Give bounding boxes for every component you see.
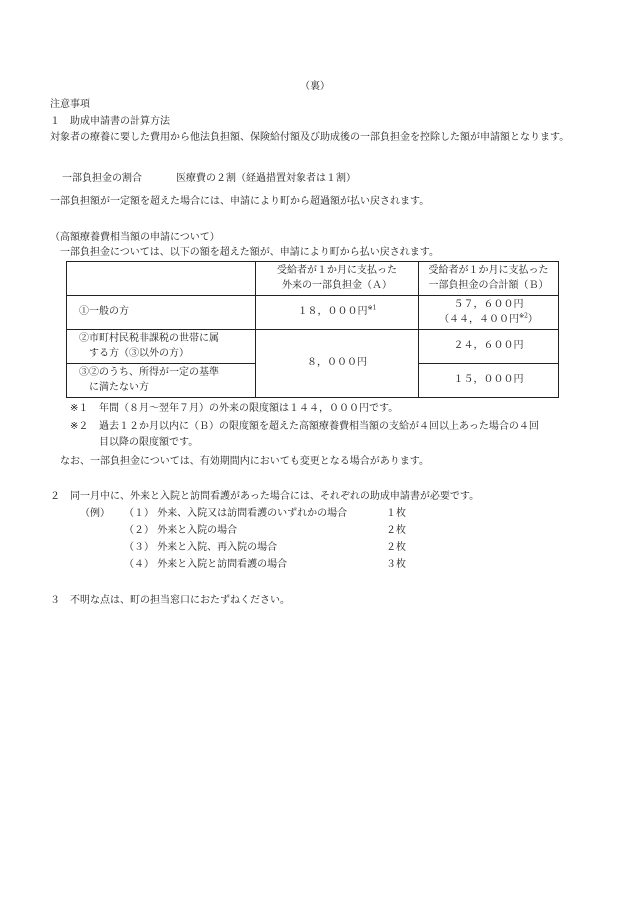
- example-count: １枚: [386, 508, 406, 519]
- refund-note: 一部負担額が一定額を超えた場合には、申請により町から超過額が払い戻されます。: [50, 196, 430, 207]
- row23-col-a: ８，０００円: [256, 330, 419, 398]
- col-b-header-line1: 受給者が１か月に支払った: [428, 265, 549, 276]
- example-text: 外来と入院の場合: [157, 525, 238, 536]
- footnote2-line1: 過去１２か月以内に（Ｂ）の限度額を超えた高額療養費相当額の支給が４回以上あった場合の４回: [99, 421, 539, 432]
- row1-col-b-sub-close: ）: [527, 313, 538, 325]
- example-number: （３）: [124, 542, 154, 553]
- row2-label: [67, 330, 256, 364]
- col-b-header: [419, 262, 559, 296]
- row3-label: [67, 364, 256, 398]
- table-corner-cell: [67, 262, 256, 296]
- example-item: [124, 507, 347, 521]
- example-number: （４）: [124, 559, 154, 570]
- section2-heading: ２ 同一月中に、外来と入院と訪問看護があった場合には、それぞれの助成申請書が必要です。: [50, 491, 480, 502]
- ratio-label: 一部負担金の割合: [62, 173, 142, 184]
- row1-col-b: [419, 296, 559, 330]
- example-text: 外来と入院、再入院の場合: [157, 542, 278, 553]
- row1-col-a-value: １８，０００円: [297, 306, 368, 318]
- ratio-value: 医療費の２割（経過措置対象者は１割）: [176, 173, 356, 184]
- col-b-header-line2: 一部負担金の合計額（Ｂ）: [428, 279, 549, 291]
- row3-col-b: １５，０００円: [419, 364, 559, 398]
- row1-col-a: [256, 296, 419, 330]
- high-cost-intro: 一部負担金については、以下の額を超えた額が、申請により町から払い戻されます。: [60, 247, 439, 258]
- page-header: （裏）: [300, 81, 330, 92]
- example-count: ３枚: [386, 559, 406, 570]
- row2-label-line2: する方（③以外の方）: [89, 347, 189, 359]
- row1-col-b-sub-mark: ※2: [519, 312, 528, 320]
- col-a-header-line2: 外来の一部負担金（Ａ）: [282, 279, 392, 291]
- row3-label-line2: に満たない方: [89, 381, 149, 393]
- row1-label: ①一般の方: [67, 296, 256, 330]
- row2-label-line1: ②市町村民税非課税の世帯に属: [79, 333, 219, 344]
- col-a-header-line1: 受給者が１か月に支払った: [277, 265, 397, 276]
- example-item: [124, 541, 277, 555]
- row1-col-b-value: ５７，６００円: [453, 299, 524, 310]
- notes-title: 注意事項: [50, 99, 90, 110]
- limit-table: [66, 261, 559, 398]
- example-count: ２枚: [386, 525, 406, 536]
- footnote1-text: 年間（８月～翌年７月）の外来の限度額は１４４，０００円です。: [99, 403, 399, 414]
- example-text: 外来、入院又は訪問看護のいずれかの場合: [157, 508, 348, 519]
- col-a-header: [256, 262, 419, 296]
- row1-col-a-mark: ※1: [367, 304, 377, 312]
- row1-col-b-sub: [423, 313, 554, 328]
- row3-label-line1: ③②のうち、所得が一定の基準: [79, 367, 219, 378]
- section1-heading: １ 助成申請書の計算方法: [50, 116, 170, 127]
- footnote2-line2: 目以降の限度額です。: [99, 437, 199, 448]
- example-number: （１）: [124, 508, 154, 519]
- footnote2-mark: ※２: [70, 421, 89, 432]
- high-cost-closing: なお、一部負担金については、有効期間内においても変更となる場合があります。: [60, 456, 429, 467]
- example-item: [124, 558, 287, 572]
- example-number: （２）: [124, 525, 154, 536]
- example-count: ２枚: [386, 542, 406, 553]
- example-text: 外来と入院と訪問看護の場合: [157, 559, 288, 570]
- section3-text: ３ 不明な点は、町の担当窓口におたずねください。: [50, 595, 290, 606]
- row1-col-b-sub-value: （４４，４００円: [439, 313, 520, 325]
- high-cost-heading: （高額療養費相当額の申請について）: [50, 232, 220, 243]
- row2-col-b: ２４，６００円: [419, 330, 559, 364]
- section1-body: 対象者の療養に要した費用から他法負担額、保険給付額及び助成後の一部負担金を控除した額が申請額となります。: [50, 132, 570, 143]
- footnote1-mark: ※１: [70, 403, 89, 414]
- example-label: （例）: [80, 508, 110, 519]
- example-item: [124, 524, 237, 538]
